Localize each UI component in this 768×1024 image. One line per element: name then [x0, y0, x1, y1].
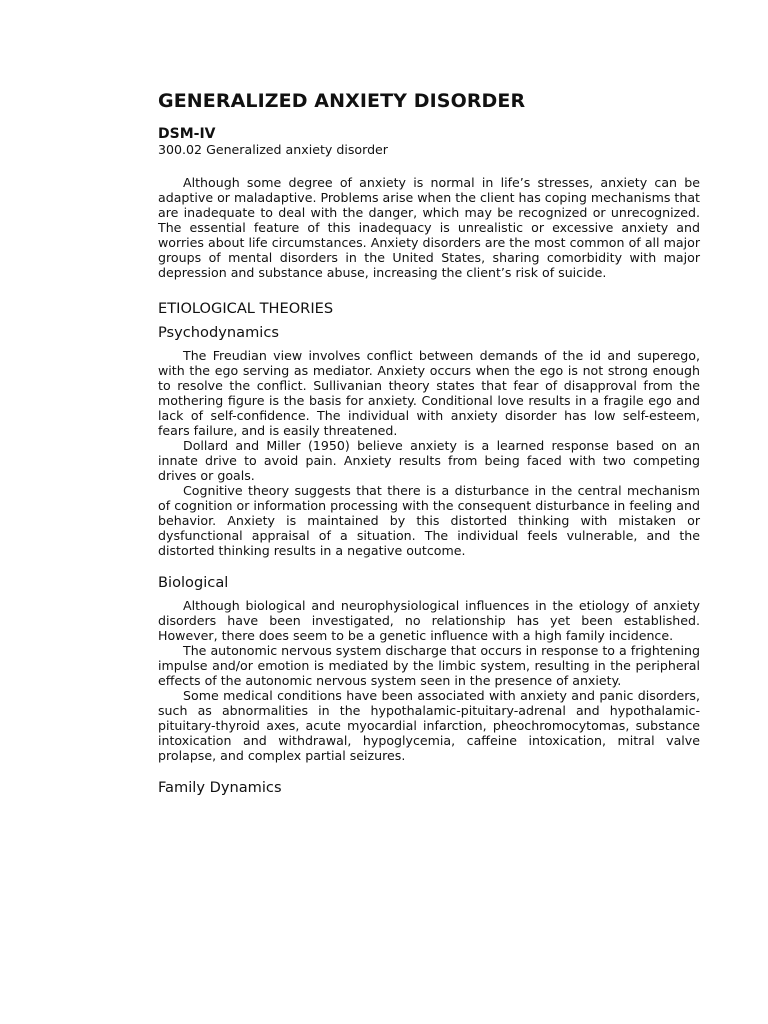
- dsm-code: 300.02 Generalized anxiety disorder: [158, 142, 388, 157]
- etiological-theories-heading: ETIOLOGICAL THEORIES: [158, 300, 334, 317]
- document-page: [158, 88, 700, 803]
- family-dynamics-heading: Family Dynamics: [158, 779, 282, 796]
- biological-paragraph: Although biological and neurophysiological influences in the etiology of anxiety disorders have been investigated, no relationship has yet been established. However, there does seem to be a genetic influence with a high family incidence.: [158, 598, 700, 643]
- psychodynamics-paragraph: The Freudian view involves conflict between demands of the id and superego, with the ego serving as mediator. Anxiety occurs when the ego is not strong enough to resolve the conflict. Sullivanian theory states that fear of disapproval from the mothering figure is the basis for anxiety. Conditional love results in a fragile ego and lack of self-confidence. The individual with anxiety disorder has low self-esteem, fears failure, and is easily threatened.: [158, 348, 700, 438]
- biological-heading: Biological: [158, 574, 229, 591]
- biological-paragraph: Some medical conditions have been associated with anxiety and panic disorders, such as abnormalities in the hypothalamic-pituitary-adrenal and hypothalamic-pituitary-thyroid axes, acute myocardial infarction, pheochromocytomas, substance intoxication and withdrawal, hypoglycemia, caffeine intoxication, mitral valve prolapse, and complex partial seizures.: [158, 688, 700, 763]
- intro-paragraph: Although some degree of anxiety is normal in life’s stresses, anxiety can be adaptive or maladaptive. Problems arise when the client has coping mechanisms that are inadequate to deal with the danger, which may be recognized or unrecognized. The essential feature of this inadequacy is unrealistic or excessive anxiety and worries about life circumstances. Anxiety disorders are the most common of all major groups of mental disorders in the United States, sharing comorbidity with major depression and substance abuse, increasing the client’s risk of suicide.: [158, 175, 700, 280]
- psychodynamics-paragraph: Dollard and Miller (1950) believe anxiety is a learned response based on an innate drive to avoid pain. Anxiety results from being faced with two competing drives or goals.: [158, 438, 700, 483]
- document-title: GENERALIZED ANXIETY DISORDER: [158, 90, 526, 112]
- psychodynamics-heading: Psychodynamics: [158, 324, 279, 341]
- psychodynamics-paragraph: Cognitive theory suggests that there is a disturbance in the central mechanism of cognition or information processing with the consequent disturbance in feeling and behavior. Anxiety is maintained by this distorted thinking with mistaken or dysfunctional appraisal of a situation. The individual feels vulnerable, and the distorted thinking results in a negative outcome.: [158, 483, 700, 558]
- dsm-heading: DSM-IV: [158, 126, 216, 142]
- biological-paragraph: The autonomic nervous system discharge that occurs in response to a frightening impulse and/or emotion is mediated by the limbic system, resulting in the peripheral effects of the autonomic nervous system seen in the presence of anxiety.: [158, 643, 700, 688]
